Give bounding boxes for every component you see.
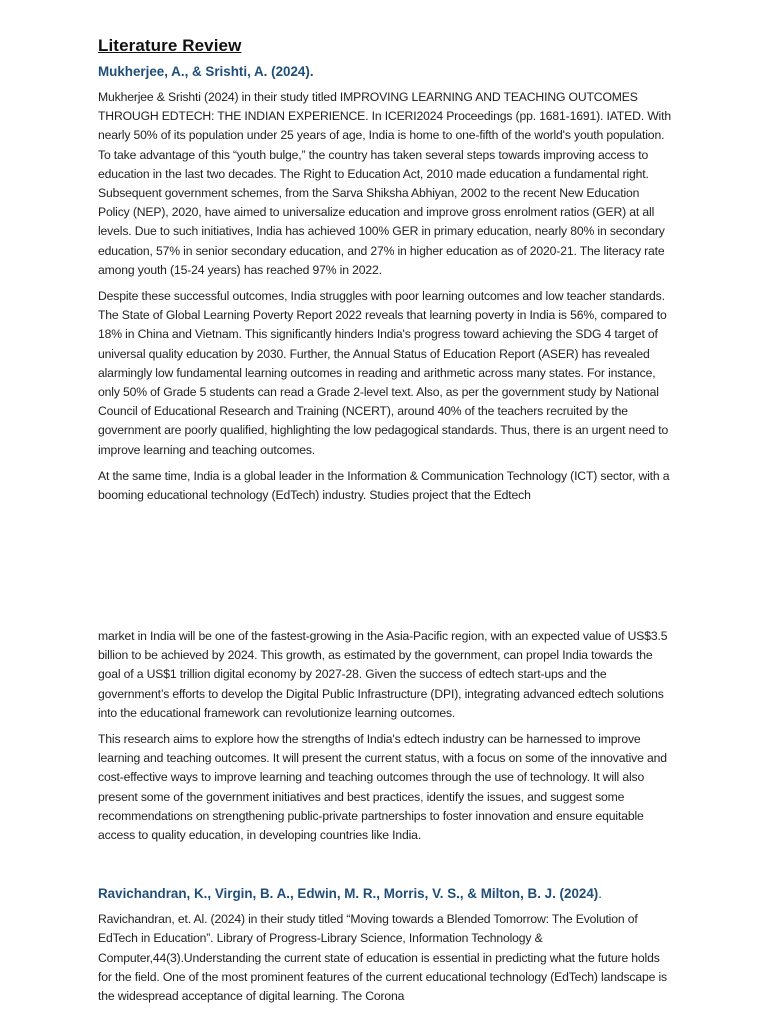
section-spacer (98, 852, 672, 886)
section-1-paragraph-4: This research aims to explore how the strengths of India's edtech industry can be harnessed to improve learning and teaching outcomes. It will present the current status, with a focus on some of the innovative and cost-effective ways to improve learning and teaching outcomes through the use of technology. It will also present some of the government initiatives and best practices, identify the issues, and suggest some recommendations on strengthening public-private partnerships to foster innovation and ensure equitable access to quality education, in developing countries like India. (98, 732, 667, 843)
section-2-title-suffix: . (598, 886, 602, 902)
section-1-title: Mukherjee, A., & Srishti, A. (2024). (98, 64, 314, 79)
section-1-paragraph-3b: market in India will be one of the fastest-growing in the Asia-Pacific region, with an expected value of US$3.5 billion to be achieved by 2024. This growth, as estimated by the government, can propel India towards the goal of a US$1 trillion digital economy by 2027-28. Given the success of edtech start-ups and the government’s efforts to develop the Digital Public Infrastructure (DPI), integrating advanced edtech solutions into the educational framework can revolutionize learning outcomes. (98, 629, 668, 720)
page-bottom-block (98, 627, 672, 1013)
page-heading: Literature Review (98, 36, 242, 55)
section-2-title-text: Ravichandran, K., Virgin, B. A., Edwin, M. R., Morris, V. S., & Milton, B. J. (2024) (98, 886, 599, 902)
page-top-block (98, 36, 672, 512)
section-2-title (98, 886, 672, 901)
section-2-paragraph-1: Ravichandran, et. Al. (2024) in their study titled “Moving towards a Blended Tomorrow: The Evolution of EdTech in Education”. Library of Progress-Library Science, Information Technology & Computer,44(3).Understanding the current state of education is essential in predicting what the future holds for the field. One of the most prominent features of the current educational technology (EdTech) landscape is the widespread acceptance of digital learning. The Corona (98, 912, 667, 1004)
section-1-paragraph-2: Despite these successful outcomes, India struggles with poor learning outcomes and low teacher standards. The State of Global Learning Poverty Report 2022 reveals that learning poverty in India is 56%, compared to 18% in China and Vietnam. This significantly hinders India's progress toward achieving the SDG 4 target of universal quality education by 2030. Further, the Annual Status of Education Report (ASER) has revealed alarmingly low fundamental learning outcomes in reading and arithmetic across many states. For instance, only 50% of Grade 5 students can read a Grade 2-level text. Also, as per the government study by National Council of Educational Research and Training (NCERT), around 40% of the teachers recruited by the government are poorly qualified, highlighting the low pedagogical standards. Thus, there is an urgent need to improve learning and teaching outcomes. (98, 289, 669, 457)
section-1-paragraph-3a: At the same time, India is a global leader in the Information & Communication Technology (ICT) sector, with a booming educational technology (EdTech) industry. Studies project that the Edtech (98, 468, 670, 503)
section-1-paragraph-1: Mukherjee & Srishti (2024) in their study titled IMPROVING LEARNING AND TEACHING OUTCOMES THROUGH EDTECH: THE INDIAN EXPERIENCE. In ICERI2024 Proceedings (pp. 1681-1691). IATED. With nearly 50% of its population under 25 years of age, India is home to one-fifth of the world's youth population. To take advantage of this “youth bulge,” the country has taken several steps towards improving access to education in the last two decades. The Right to Education Act, 2010 made education a fundamental right. Subsequent government schemes, from the Sarva Shiksha Abhiyan, 2002 to the recent New Education Policy (NEP), 2020, have aimed to universalize education and improve gross enrolment ratios (GER) at all levels. Due to such initiatives, India has achieved 100% GER in primary education, nearly 80% in secondary education, 57% in senior secondary education, and 27% in higher education as of 2020-21. The literacy rate among youth (15-24 years) has reached 97% in 2022. (98, 90, 671, 277)
